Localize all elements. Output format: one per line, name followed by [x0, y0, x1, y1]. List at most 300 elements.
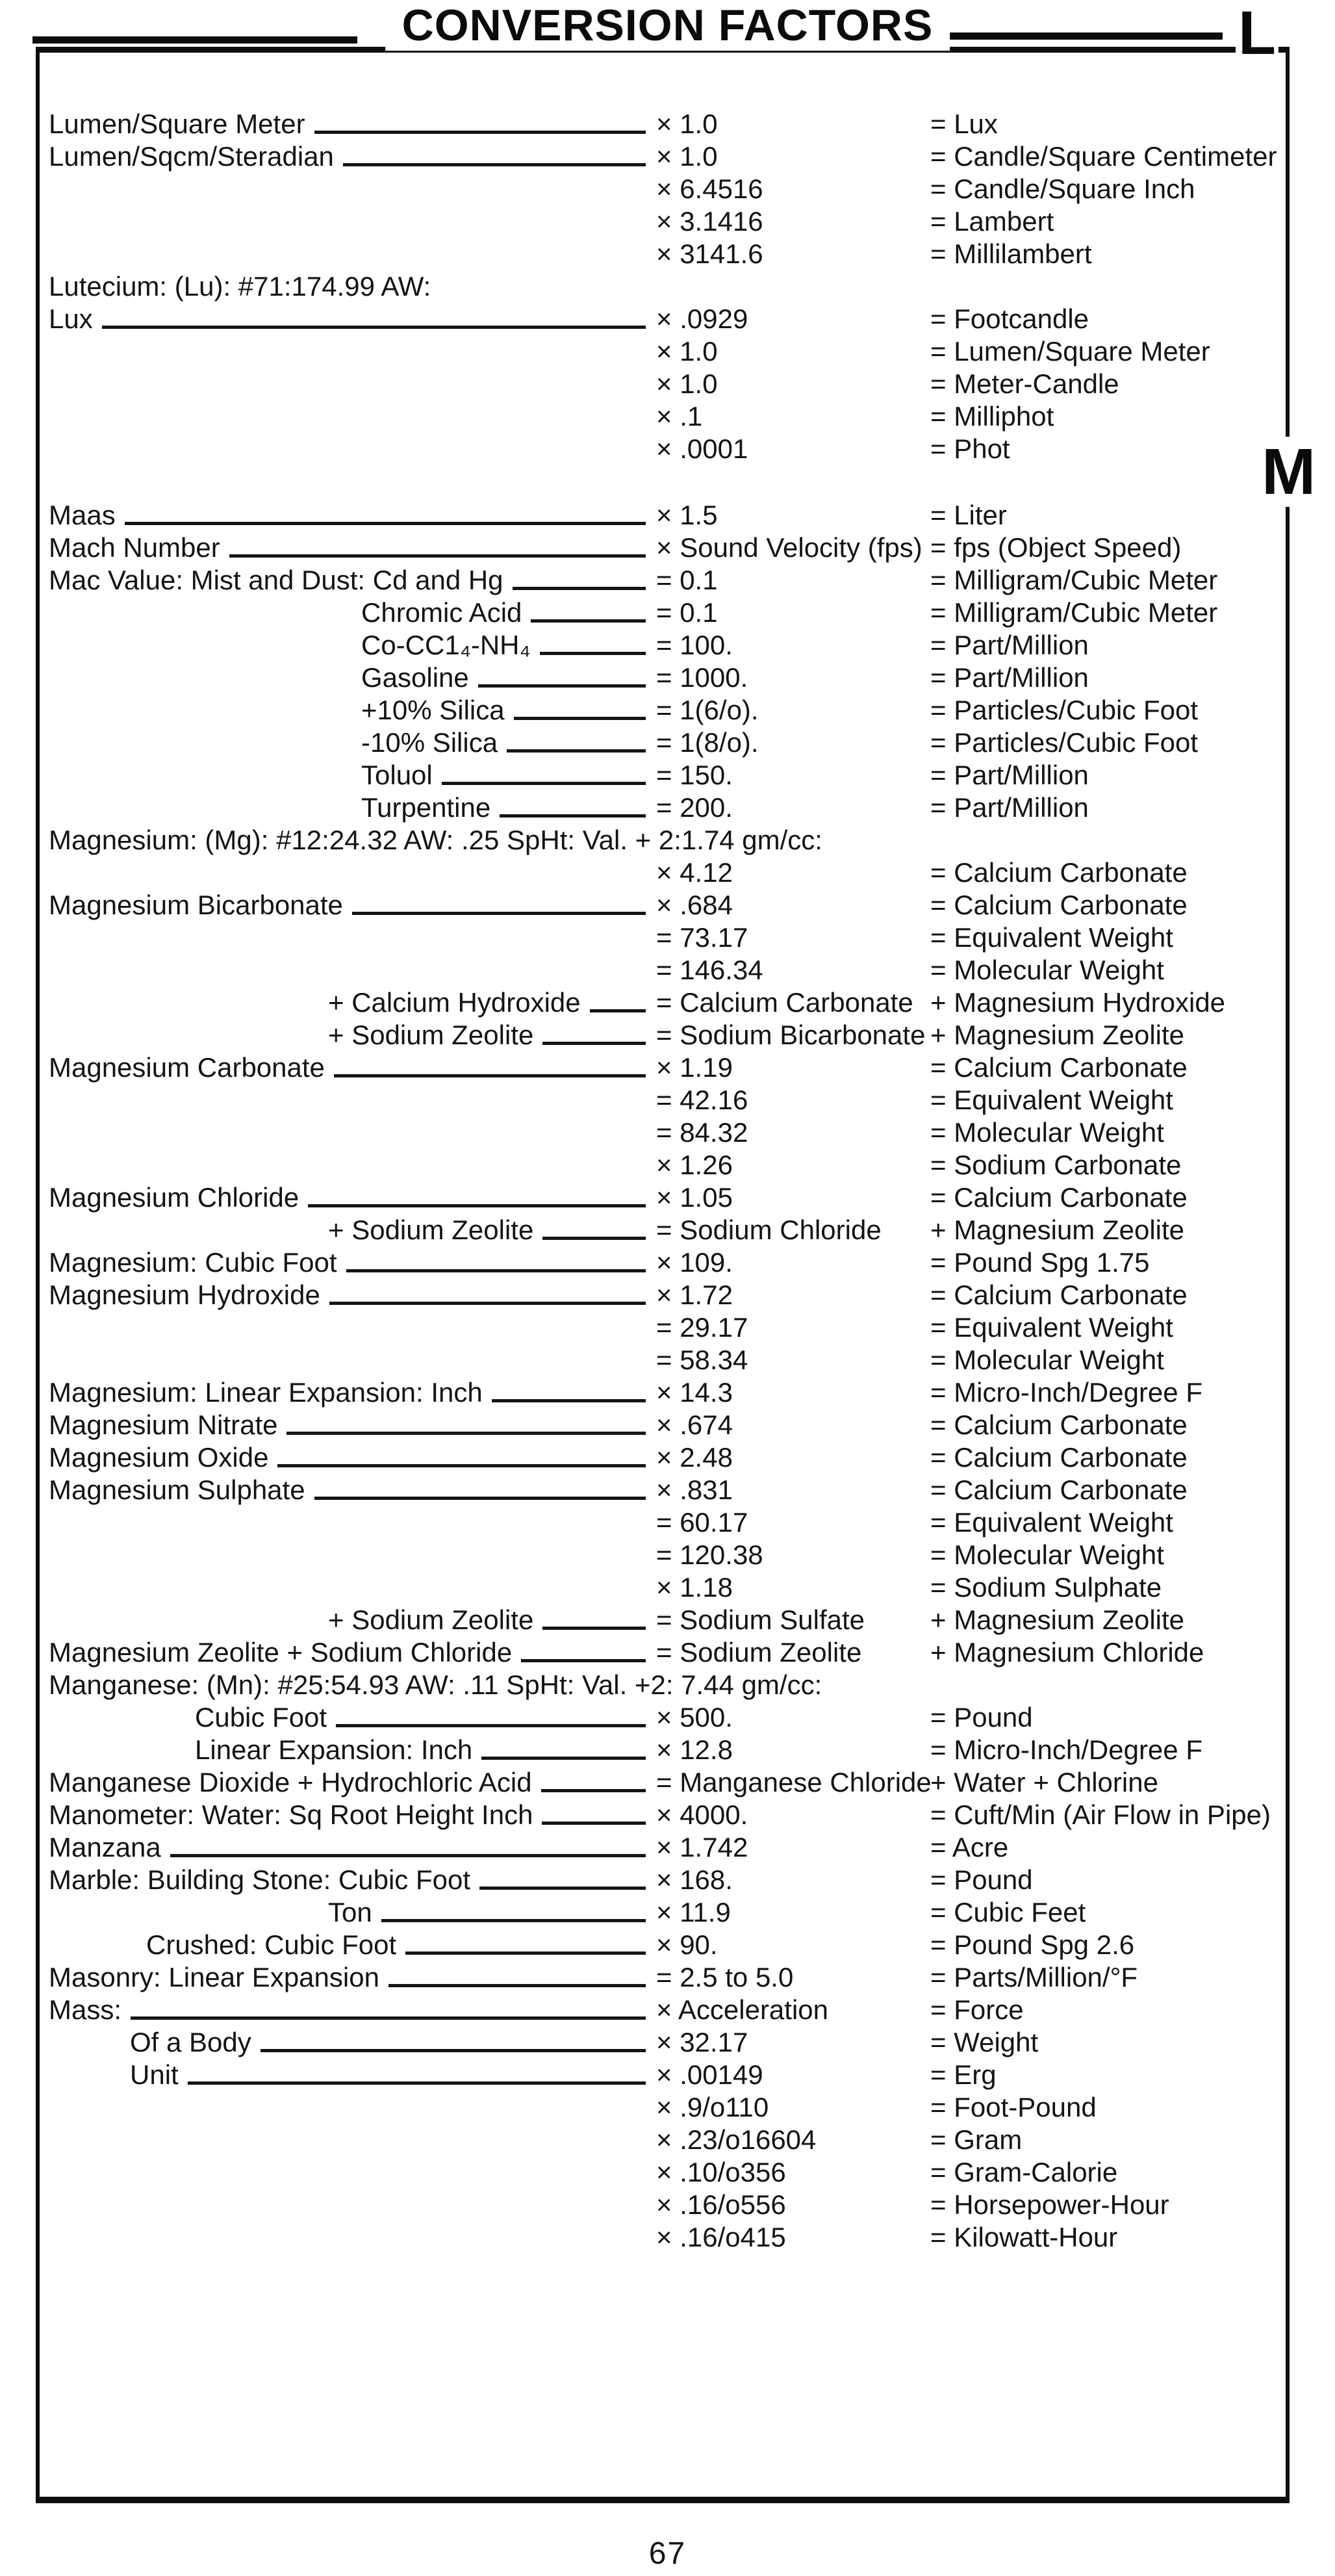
row-factor: = 200. [656, 792, 733, 823]
table-row [40, 106, 1286, 138]
underline-rule [329, 1302, 646, 1305]
row-factor: × Sound Velocity (fps) [656, 532, 922, 563]
underline-rule [170, 1854, 646, 1857]
row-result: = Part/Million [930, 662, 1089, 693]
row-factor: × .16/o556 [656, 2189, 786, 2220]
underline-rule [261, 2049, 646, 2052]
row-factor: × .674 [656, 1409, 733, 1440]
row-label: Manometer: Water: Sq Root Height Inch [49, 1799, 533, 1830]
table-row [40, 2154, 1286, 2187]
row-lead [40, 2028, 647, 2057]
table-row [40, 2024, 1286, 2057]
row-lead [40, 501, 647, 530]
row-result: = Horsepower-Hour [930, 2189, 1169, 2220]
table-row [40, 203, 1286, 236]
row-lead [40, 1736, 647, 1764]
row-label: +10% Silica [361, 694, 505, 725]
page-number: 67 [648, 2536, 687, 2571]
table-row [40, 2187, 1286, 2219]
row-factor: = Sodium Bicarbonate [656, 1019, 926, 1050]
row-factor: = Sodium Sulfate [656, 1604, 865, 1635]
row-result: = Milliphot [930, 400, 1054, 431]
row-result: = Weight [930, 2026, 1039, 2057]
underline-rule [343, 163, 646, 166]
row-label: Magnesium Hydroxide [49, 1279, 320, 1310]
row-lead [40, 305, 647, 333]
row-result: = Foot-Pound [930, 2091, 1097, 2122]
row-factor: × .1 [656, 400, 703, 431]
row-lead [40, 142, 647, 171]
underline-rule [346, 1269, 646, 1272]
row-label: Lumen/Square Meter [49, 108, 305, 139]
row-result: = Erg [930, 2059, 997, 2090]
row-factor: = 84.32 [656, 1116, 748, 1148]
row-factor: = Sodium Zeolite [656, 1636, 862, 1668]
row-factor: = 100. [656, 629, 733, 660]
row-factor: = 120.38 [656, 1539, 763, 1570]
table-row [40, 790, 1286, 822]
row-result: = Pound Spg 2.6 [930, 1929, 1135, 1960]
table-row [40, 1374, 1286, 1407]
underline-rule [286, 1432, 646, 1435]
row-result: = Millilambert [930, 238, 1092, 269]
row-factor: × 3.1416 [656, 205, 763, 237]
row-result: = Candle/Square Inch [930, 173, 1195, 204]
row-factor: × .684 [656, 889, 733, 920]
underline-rule [521, 1659, 646, 1662]
table-row [40, 1179, 1286, 1212]
row-result: = Calcium Carbonate [930, 889, 1188, 920]
row-label: + Calcium Hydroxide [328, 986, 581, 1018]
row-lead [40, 793, 647, 822]
table-row [40, 757, 1286, 790]
row-result: = Sodium Sulphate [930, 1571, 1162, 1603]
row-result: = Calcium Carbonate [930, 857, 1188, 888]
row-factor: = 1(8/o). [656, 727, 759, 758]
table-row [40, 1602, 1286, 1634]
underline-rule [125, 522, 646, 525]
row-factor: × .10/o356 [656, 2156, 786, 2187]
table-row [40, 562, 1286, 595]
table-row [40, 1732, 1286, 1764]
row-factor: × 109. [656, 1246, 733, 1278]
table-row [40, 1050, 1286, 1082]
row-result: = Pound Spg 1.75 [930, 1246, 1150, 1278]
row-lead [40, 1638, 647, 1667]
row-factor: × 1.0 [656, 140, 718, 172]
table-row [40, 692, 1286, 725]
row-factor: × 6.4516 [656, 173, 763, 204]
row-lead [40, 761, 647, 790]
row-result: = Calcium Carbonate [930, 1474, 1188, 1505]
table-row [40, 2057, 1286, 2089]
row-factor: × Acceleration [656, 1994, 829, 2025]
row-factor: = Sodium Chloride [656, 1214, 882, 1245]
underline-rule [507, 749, 646, 753]
table-row [40, 2089, 1286, 2122]
row-factor: × 32.17 [656, 2026, 748, 2057]
table-row [40, 627, 1286, 660]
row-result: = Gram-Calorie [930, 2156, 1118, 2187]
row-factor: × 1.0 [656, 335, 718, 367]
table-row [40, 1472, 1286, 1504]
table-row [40, 2122, 1286, 2154]
row-result: = Phot [930, 433, 1010, 464]
row-result: = Parts/Million/°F [930, 1961, 1138, 1992]
table-row [40, 236, 1286, 268]
table-row [40, 725, 1286, 757]
row-result: = Particles/Cubic Foot [930, 694, 1199, 725]
row-factor: = 146.34 [656, 954, 763, 985]
row-result: + Magnesium Zeolite [930, 1214, 1185, 1245]
row-factor: × 1.0 [656, 368, 718, 399]
row-factor: = 73.17 [656, 921, 748, 953]
row-factor: = 0.1 [656, 564, 718, 595]
underline-rule [478, 684, 646, 688]
table-row [40, 1082, 1286, 1114]
row-label: Mach Number [49, 532, 220, 563]
row-label: -10% Silica [361, 727, 498, 758]
table-row [40, 530, 1286, 562]
table-row [40, 1244, 1286, 1277]
underline-rule [308, 1204, 646, 1207]
row-label: Manzana [49, 1831, 161, 1862]
table-row [40, 1212, 1286, 1244]
row-factor: × 3141.6 [656, 238, 763, 269]
row-lead [40, 272, 647, 301]
row-result: = Molecular Weight [930, 1116, 1164, 1148]
row-lead [40, 1183, 647, 1212]
table-row [40, 1277, 1286, 1309]
table-row [40, 1699, 1286, 1732]
row-factor: = 29.17 [656, 1311, 748, 1343]
row-label: Mass: [49, 1994, 122, 2025]
row-result: = Force [930, 1994, 1024, 2025]
underline-rule [542, 1627, 646, 1630]
underline-rule [542, 1042, 646, 1045]
row-result: = Calcium Carbonate [930, 1051, 1188, 1083]
row-lead [40, 891, 647, 920]
row-lead [40, 988, 647, 1017]
row-lead [40, 566, 647, 595]
underline-rule [492, 1399, 646, 1402]
row-label: Co-CC1₄-NH₄ [361, 629, 531, 660]
table-row [40, 171, 1286, 203]
row-factor: = 42.16 [656, 1084, 748, 1115]
table-row [40, 1862, 1286, 1894]
row-result: = Lambert [930, 205, 1054, 237]
row-factor: × .00149 [656, 2059, 763, 2090]
table-row [40, 301, 1286, 333]
underline-rule [381, 1919, 646, 1922]
row-result: = fps (Object Speed) [930, 532, 1182, 563]
row-label: Magnesium Bicarbonate [49, 889, 343, 920]
row-result: + Magnesium Zeolite [930, 1019, 1185, 1050]
row-factor: × 1.0 [656, 108, 718, 139]
row-lead [40, 1216, 647, 1244]
underline-rule [514, 717, 646, 720]
row-lead [40, 1476, 647, 1504]
table-row [40, 1992, 1286, 2024]
page-title: CONVERSION FACTORS [385, 0, 950, 51]
row-result: = Part/Million [930, 792, 1089, 823]
table-row [40, 1342, 1286, 1374]
row-label: Magnesium: Linear Expansion: Inch [49, 1376, 483, 1408]
row-result: = Calcium Carbonate [930, 1409, 1188, 1440]
table-row [40, 1927, 1286, 1959]
row-factor: = 0.1 [656, 597, 718, 628]
row-label: Cubic Foot [195, 1701, 327, 1732]
underline-rule [188, 2081, 646, 2085]
row-factor: × 1.26 [656, 1149, 733, 1180]
row-result: = Cuft/Min (Air Flow in Pipe) [930, 1799, 1271, 1830]
row-result: = Kilowatt-Hour [930, 2221, 1118, 2252]
underline-rule [541, 1789, 646, 1792]
row-factor: = 1000. [656, 662, 748, 693]
row-lead [40, 1053, 647, 1082]
row-result: = Gram [930, 2124, 1023, 2155]
row-label: Lumen/Sqcm/Steradian [49, 140, 334, 172]
row-factor: = 150. [656, 759, 733, 790]
row-label: + Sodium Zeolite [328, 1019, 534, 1050]
row-result: + Water + Chlorine [930, 1766, 1158, 1797]
row-result: = Molecular Weight [930, 954, 1164, 985]
row-factor: × .0001 [656, 433, 748, 464]
row-lead [40, 1898, 647, 1927]
row-label: Magnesium Carbonate [49, 1051, 325, 1083]
row-label: Turpentine [361, 792, 491, 823]
table-row [40, 366, 1286, 398]
row-factor: × 11.9 [656, 1896, 731, 1927]
row-lead [40, 696, 647, 725]
table-row [40, 398, 1286, 431]
row-label: Magnesium Chloride [49, 1181, 299, 1213]
row-result: = Particles/Cubic Foot [930, 727, 1199, 758]
table-row [40, 1829, 1286, 1862]
row-result: = Calcium Carbonate [930, 1279, 1188, 1310]
table-row [40, 1017, 1286, 1050]
underline-rule [388, 1984, 646, 1987]
row-result: = Lux [930, 108, 998, 139]
underline-rule [405, 1951, 646, 1955]
conversion-table [40, 53, 1286, 2252]
row-factor: × 1.72 [656, 1279, 733, 1310]
underline-rule [479, 1887, 646, 1890]
row-label: Magnesium: (Mg): #12:24.32 AW: .25 SpHt: Val. + 2:1.74 gm/cc: [49, 824, 822, 855]
row-label: Magnesium Oxide [49, 1441, 269, 1473]
underline-rule [442, 782, 646, 785]
row-factor: × 14.3 [656, 1376, 733, 1408]
table-row [40, 1894, 1286, 1927]
row-result: + Magnesium Zeolite [930, 1604, 1185, 1635]
table-row [40, 1407, 1286, 1439]
row-factor: × 4000. [656, 1799, 748, 1830]
row-factor: = Calcium Carbonate [656, 986, 913, 1018]
row-factor: × 1.742 [656, 1831, 748, 1862]
row-result: = Sodium Carbonate [930, 1149, 1182, 1180]
underline-rule [314, 1497, 646, 1500]
row-label: Marble: Building Stone: Cubic Foot [49, 1864, 471, 1895]
row-label: Crushed: Cubic Foot [146, 1929, 397, 1960]
row-factor: × 500. [656, 1701, 733, 1732]
underline-rule [531, 619, 646, 623]
row-lead [40, 1996, 647, 2024]
row-lead [40, 1963, 647, 1992]
row-result: = Footcandle [930, 303, 1089, 334]
row-factor: × 1.05 [656, 1181, 733, 1213]
table-row [40, 855, 1286, 887]
row-lead [40, 1801, 647, 1829]
thumb-tab-letter-l: L [1236, 3, 1278, 68]
row-result: = Micro-Inch/Degree F [930, 1734, 1202, 1765]
underline-rule [336, 1724, 646, 1727]
underline-rule [229, 554, 646, 558]
table-row [40, 920, 1286, 952]
row-factor: × 1.19 [656, 1051, 733, 1083]
table-row [40, 2219, 1286, 2252]
table-row [40, 431, 1286, 463]
row-label: + Sodium Zeolite [328, 1214, 534, 1245]
row-lead [40, 1768, 647, 1797]
row-result: = Liter [930, 499, 1007, 530]
row-result: = Molecular Weight [930, 1344, 1164, 1375]
row-result: = Milligram/Cubic Meter [930, 597, 1218, 628]
row-result: = Equivalent Weight [930, 1506, 1173, 1538]
row-factor: × 12.8 [656, 1734, 733, 1765]
thumb-tab-letter-m: M [1258, 437, 1319, 507]
underline-rule [542, 1237, 646, 1240]
row-label: Magnesium: Cubic Foot [49, 1246, 337, 1278]
row-factor: × 168. [656, 1864, 733, 1895]
row-lead [40, 663, 647, 692]
table-row [40, 1634, 1286, 1667]
row-factor: = 58.34 [656, 1344, 748, 1375]
row-result: = Part/Million [930, 759, 1089, 790]
row-result: = Lumen/Square Meter [930, 335, 1210, 367]
table-row [40, 1537, 1286, 1569]
row-factor: × 1.18 [656, 1571, 733, 1603]
table-row [40, 595, 1286, 627]
row-factor: = 2.5 to 5.0 [656, 1961, 794, 1992]
row-factor: = 1(6/o). [656, 694, 759, 725]
row-lead [40, 1378, 647, 1407]
row-lead [40, 1703, 647, 1732]
row-label: Of a Body [130, 2026, 251, 2057]
row-label: Chromic Acid [361, 597, 522, 628]
row-result: = Meter-Candle [930, 368, 1119, 399]
row-factor: = Manganese Chloride [656, 1766, 932, 1797]
row-label: Gasoline [361, 662, 469, 693]
row-factor: × 2.48 [656, 1441, 733, 1473]
row-lead [40, 824, 822, 855]
row-result: + Magnesium Chloride [930, 1636, 1204, 1668]
row-result: = Acre [930, 1831, 1009, 1862]
table-row [40, 1959, 1286, 1992]
row-lead [40, 1606, 647, 1634]
row-factor: = 60.17 [656, 1506, 748, 1538]
row-result: = Molecular Weight [930, 1539, 1164, 1570]
row-result: = Equivalent Weight [930, 1311, 1173, 1343]
row-factor: × .0929 [656, 303, 748, 334]
row-lead [40, 1248, 647, 1277]
table-row [40, 1764, 1286, 1797]
table-row [40, 985, 1286, 1017]
table-row [40, 660, 1286, 692]
underline-rule [513, 587, 646, 590]
underline-rule [102, 326, 646, 329]
row-factor: × 4.12 [656, 857, 733, 888]
table-row [40, 1114, 1286, 1147]
row-label: Unit [130, 2059, 179, 2090]
table-row [40, 1504, 1286, 1537]
row-factor: × .23/o16604 [656, 2124, 817, 2155]
table-row [40, 333, 1286, 366]
row-result: = Part/Million [930, 629, 1089, 660]
underline-rule [500, 814, 646, 818]
row-result: = Equivalent Weight [930, 921, 1173, 953]
underline-rule [314, 131, 646, 134]
underline-rule [277, 1464, 646, 1467]
row-lead [40, 534, 647, 562]
section-header-row [40, 822, 1286, 855]
underline-rule [542, 1822, 646, 1825]
table-row [40, 1797, 1286, 1829]
row-result: = Calcium Carbonate [930, 1441, 1188, 1473]
row-factor: × .9/o110 [656, 2091, 769, 2122]
row-lead [40, 728, 647, 757]
row-lead [40, 1669, 822, 1700]
row-label: Lux [49, 303, 93, 334]
row-label: Magnesium Zeolite + Sodium Chloride [49, 1636, 513, 1668]
table-row [40, 887, 1286, 920]
row-result: = Pound [930, 1864, 1033, 1895]
row-factor: × .831 [656, 1474, 733, 1505]
row-result: + Magnesium Hydroxide [930, 986, 1226, 1018]
row-lead [40, 1411, 647, 1439]
section-header-row [40, 268, 1286, 301]
row-label: Manganese Dioxide + Hydrochloric Acid [49, 1766, 532, 1797]
underline-rule [540, 652, 646, 655]
row-lead [40, 1931, 647, 1959]
row-label: + Sodium Zeolite [328, 1604, 534, 1635]
row-label: Maas [49, 499, 116, 530]
row-lead [40, 1866, 647, 1894]
row-factor: × 1.5 [656, 499, 718, 530]
row-label: Linear Expansion: Inch [195, 1734, 473, 1765]
row-result: = Calcium Carbonate [930, 1181, 1188, 1213]
row-lead [40, 1281, 647, 1309]
row-label: Manganese: (Mn): #25:54.93 AW: .11 SpHt: Val. +2: 7.44 gm/cc: [49, 1669, 822, 1700]
row-result: = Equivalent Weight [930, 1084, 1173, 1115]
row-result: = Micro-Inch/Degree F [930, 1376, 1202, 1408]
table-row [40, 138, 1286, 171]
underline-rule [352, 912, 646, 915]
row-lead [40, 1833, 647, 1862]
row-label: Toluol [361, 759, 433, 790]
row-result: = Candle/Square Centimeter [930, 140, 1277, 172]
row-lead [40, 599, 647, 627]
row-factor: × 90. [656, 1929, 718, 1960]
row-label: Ton [328, 1896, 372, 1927]
table-row [40, 1309, 1286, 1342]
row-lead [40, 1443, 647, 1472]
title-rule-right [930, 32, 1223, 40]
row-label: Mac Value: Mist and Dust: Cd and Hg [49, 564, 503, 595]
row-lead [40, 110, 647, 138]
row-result: = Milligram/Cubic Meter [930, 564, 1218, 595]
row-label: Magnesium Sulphate [49, 1474, 305, 1505]
row-lead [40, 1021, 647, 1050]
